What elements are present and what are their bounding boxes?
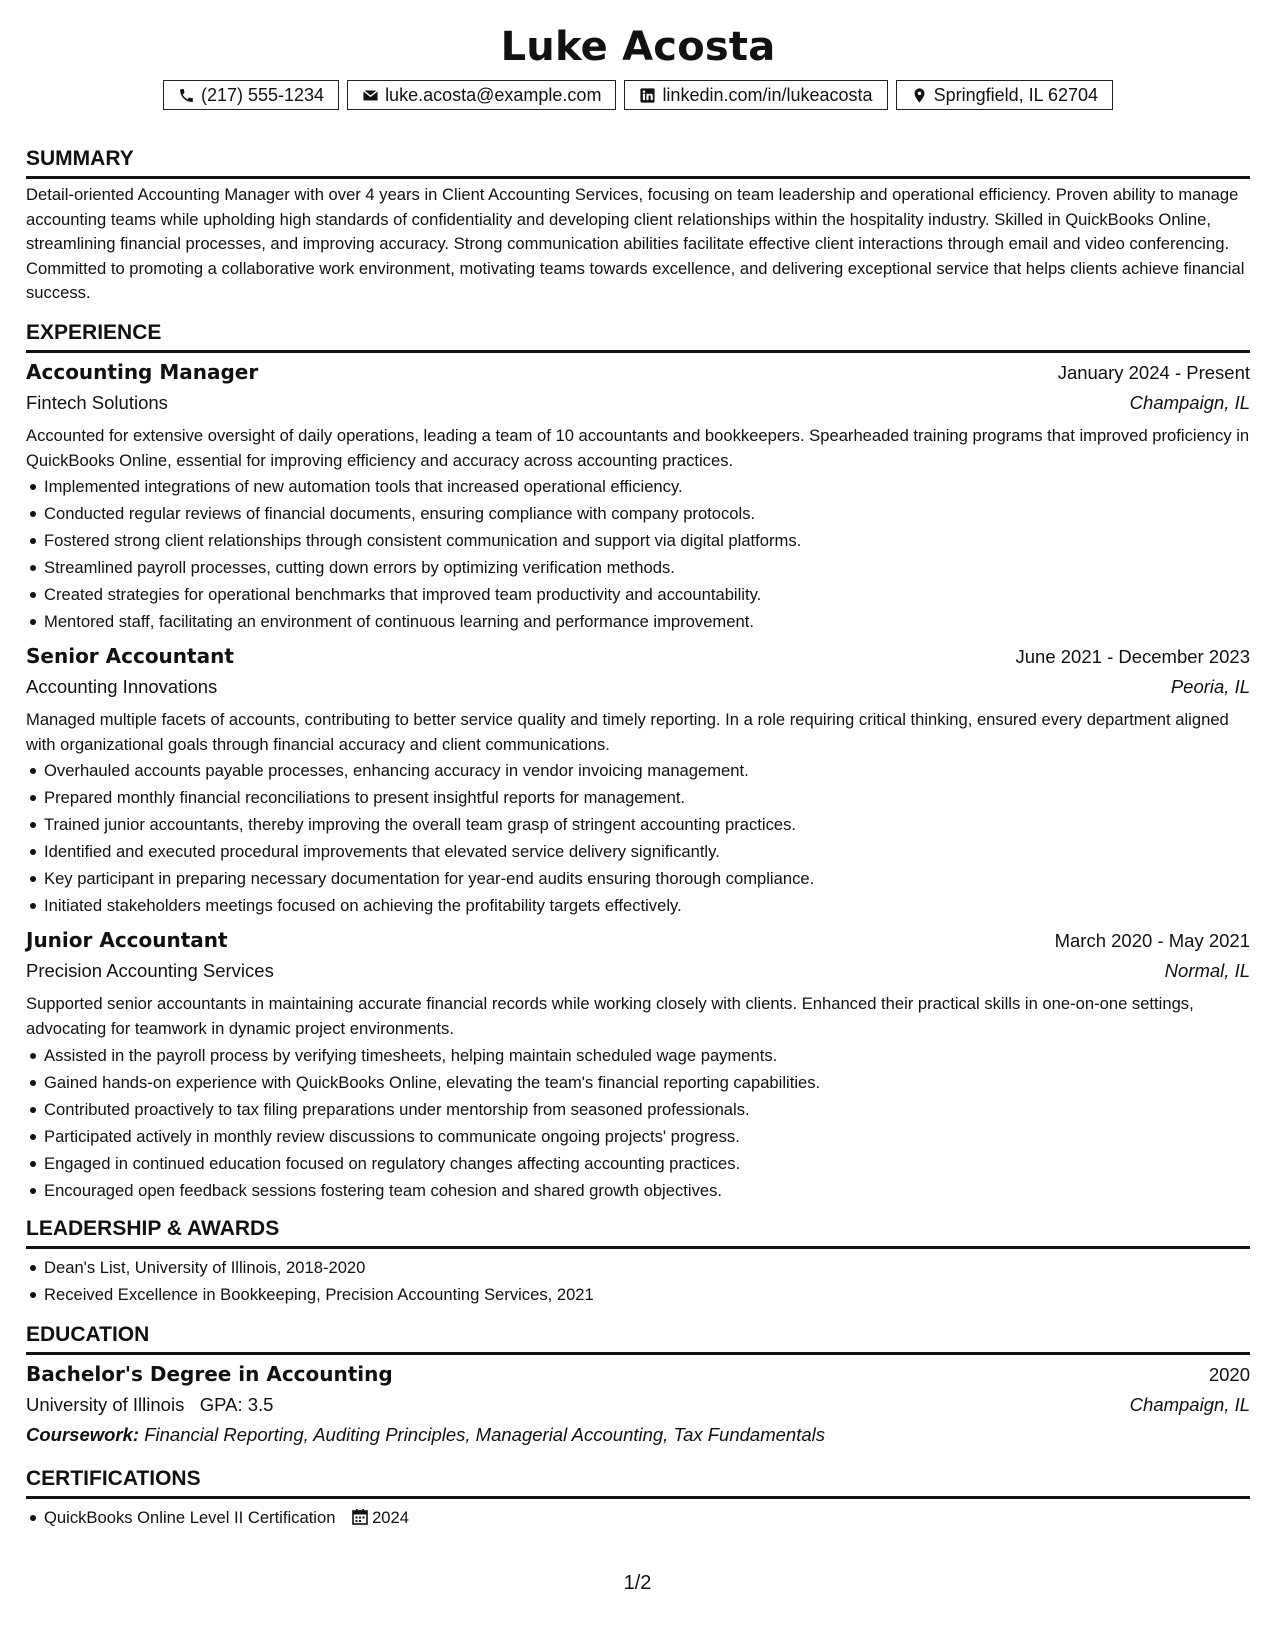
school-name: University of Illinois — [26, 1393, 185, 1415]
coursework-line — [26, 1420, 1250, 1450]
certifications-heading: CERTIFICATIONS — [26, 1466, 1250, 1499]
job-description: Accounted for extensive oversight of daily operations, leading a team of 10 accountants and bookkeepers. Spearheaded training programs that improved proficiency in QuickBooks Online, essential for improving efficiency and accuracy across accounting practices. — [26, 425, 1250, 470]
education-heading: EDUCATION — [26, 1322, 1250, 1355]
list-item: Fostered strong client relationships through consistent communication and support via digital platforms. — [44, 527, 1250, 554]
list-item: Overhauled accounts payable processes, enhancing accuracy in vendor invoicing management. — [44, 757, 1250, 784]
experience-heading: EXPERIENCE — [26, 320, 1250, 353]
degree-title: Bachelor's Degree in Accounting — [26, 1361, 393, 1386]
job-title: Senior Accountant — [26, 644, 234, 669]
list-item: Assisted in the payroll process by verifying timesheets, helping maintain scheduled wage payments. — [44, 1042, 1250, 1069]
list-item: Mentored staff, facilitating an environment of continuous learning and performance improvement. — [44, 608, 1250, 635]
certification-year: 2024 — [372, 1507, 409, 1527]
list-item: Dean's List, University of Illinois, 2018-2020 — [44, 1254, 1250, 1281]
job-entry — [26, 641, 1250, 919]
certification-name: QuickBooks Online Level II Certification — [44, 1507, 336, 1527]
job-bullets — [26, 757, 1250, 919]
contact-phone[interactable] — [163, 80, 339, 110]
job-title: Junior Accountant — [26, 928, 228, 953]
contact-location-text: Springfield, IL 62704 — [933, 84, 1099, 105]
list-item: Trained junior accountants, thereby improving the overall team grasp of stringent accounting practices. — [44, 811, 1250, 838]
experience-section — [26, 320, 1250, 1204]
envelope-icon — [362, 87, 379, 104]
job-description: Managed multiple facets of accounts, contributing to better service quality and timely reporting. In a role requiring critical thinking, ensured every department aligned with organizational goals through financial accuracy and client communications. — [26, 710, 1229, 754]
job-dates: March 2020 - May 2021 — [1054, 930, 1250, 952]
list-item: Conducted regular reviews of financial documents, ensuring compliance with company protocols. — [44, 500, 1250, 527]
linkedin-icon — [639, 87, 656, 104]
list-item: Created strategies for operational benchmarks that improved team productivity and accountability. — [44, 581, 1250, 608]
list-item: Contributed proactively to tax filing preparations under mentorship from seasoned professionals. — [44, 1096, 1250, 1123]
page-number: 1/2 — [623, 1572, 652, 1594]
leadership-section — [26, 1216, 1250, 1308]
contact-email[interactable] — [347, 80, 616, 110]
list-item: Streamlined payroll processes, cutting down errors by optimizing verification methods. — [44, 554, 1250, 581]
job-bullets — [26, 473, 1250, 635]
job-title: Accounting Manager — [26, 359, 259, 384]
leadership-heading: LEADERSHIP & AWARDS — [26, 1216, 1250, 1249]
job-entry — [26, 925, 1250, 1203]
list-item: Gained hands-on experience with QuickBooks Online, elevating the team's financial reporting capabilities. — [44, 1069, 1250, 1096]
list-item — [44, 1504, 1250, 1531]
list-item: Received Excellence in Bookkeeping, Precision Accounting Services, 2021 — [44, 1281, 1250, 1308]
graduation-year: 2020 — [1208, 1363, 1250, 1385]
list-item: Implemented integrations of new automation tools that increased operational efficiency. — [44, 473, 1250, 500]
school-line — [26, 1390, 273, 1420]
school-location: Champaign, IL — [1129, 1393, 1250, 1415]
coursework-label: Coursework: — [26, 1423, 140, 1445]
contact-linkedin-text: linkedin.com/in/lukeacosta — [662, 84, 873, 105]
list-item: Key participant in preparing necessary documentation for year-end audits ensuring thorough compliance. — [44, 865, 1250, 892]
list-item: Identified and executed procedural improvements that elevated service delivery significantly. — [44, 838, 1250, 865]
job-company: Precision Accounting Services — [26, 960, 274, 982]
coursework-list: Financial Reporting, Auditing Principles, Managerial Accounting, Tax Fundamentals — [144, 1423, 825, 1445]
job-dates: January 2024 - Present — [1057, 361, 1250, 383]
list-item: Participated actively in monthly review discussions to communicate ongoing projects' progress. — [44, 1123, 1250, 1150]
certifications-section — [26, 1466, 1250, 1531]
resume-page — [26, 20, 1250, 1531]
list-item: Engaged in continued education focused on regulatory changes affecting accounting practices. — [44, 1150, 1250, 1177]
job-company: Fintech Solutions — [26, 391, 168, 413]
education-section — [26, 1322, 1250, 1450]
job-location: Champaign, IL — [1129, 391, 1250, 413]
map-pin-icon — [911, 87, 928, 104]
leadership-list — [26, 1254, 1250, 1308]
list-item: Encouraged open feedback sessions fostering team cohesion and shared growth objectives. — [44, 1177, 1250, 1204]
contact-email-text: luke.acosta@example.com — [385, 84, 602, 105]
list-item: Initiated stakeholders meetings focused on achieving the profitability targets effectively. — [44, 892, 1250, 919]
certifications-list — [26, 1504, 1250, 1531]
job-location: Peoria, IL — [1170, 676, 1250, 698]
summary-heading: SUMMARY — [26, 146, 1250, 179]
job-dates: June 2021 - December 2023 — [1015, 646, 1250, 668]
gpa: GPA: 3.5 — [199, 1393, 274, 1415]
job-description: Supported senior accountants in maintaining accurate financial records while working closely with clients. Enhanced their practical skills in one-on-one settings, advocating for teamwork in dynamic project environments. — [26, 994, 1194, 1038]
contact-bar — [26, 80, 1250, 110]
list-item: Prepared monthly financial reconciliations to present insightful reports for management. — [44, 784, 1250, 811]
contact-linkedin[interactable] — [624, 80, 887, 110]
candidate-name: Luke Acosta — [500, 24, 776, 70]
job-company: Accounting Innovations — [26, 676, 218, 698]
phone-icon — [178, 87, 195, 104]
calendar-icon — [352, 1508, 368, 1525]
summary-section — [26, 146, 1250, 306]
job-entry — [26, 357, 1250, 635]
job-bullets — [26, 1042, 1250, 1204]
summary-text: Detail-oriented Accounting Manager with over 4 years in Client Accounting Services, focusing on team leadership and operational efficiency. Proven ability to manage accounting teams while upholding high standards of confidentiality and developing client relationships within the hospitality industry. Skilled in QuickBooks Online, streamlining financial processes, and improving accuracy. Strong communication abilities facilitate effective client interactions through email and video conferencing. Committed to promoting a collaborative work environment, motivating teams towards excellence, and delivering exceptional service that helps clients achieve financial success. — [26, 185, 1245, 303]
contact-phone-text: (217) 555-1234 — [200, 84, 325, 105]
contact-location — [896, 80, 1113, 110]
job-location: Normal, IL — [1164, 960, 1250, 982]
